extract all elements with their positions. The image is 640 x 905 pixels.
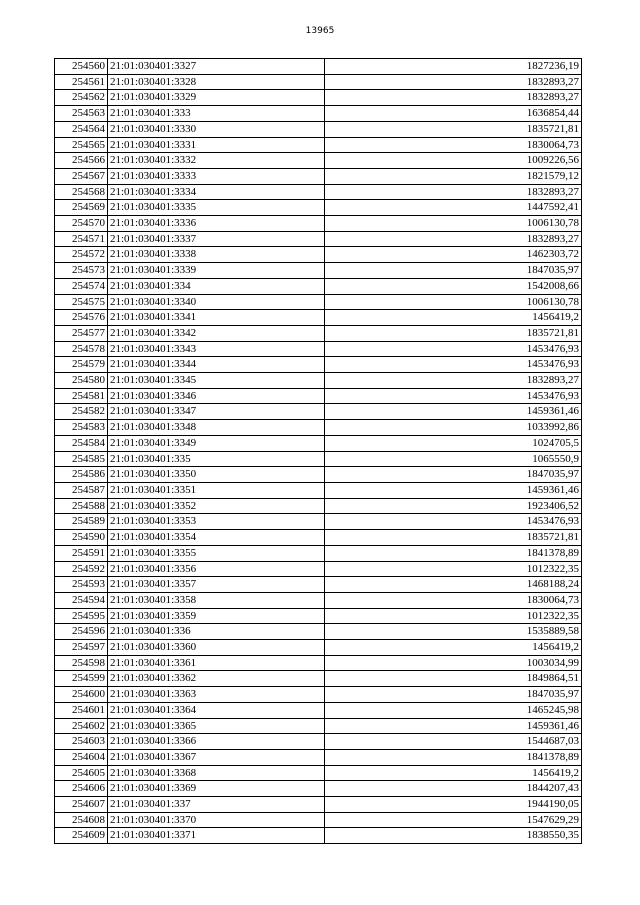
table-row (55, 294, 582, 310)
table-row (55, 828, 582, 844)
table-row (55, 74, 582, 90)
row-number-cell: 254575 (55, 294, 108, 310)
cadastral-number-cell: 21:01:030401:3357 (108, 577, 325, 593)
registry-table-body (55, 59, 582, 844)
cadastral-value-cell: 1849864,51 (325, 671, 582, 687)
row-number-cell: 254604 (55, 749, 108, 765)
cadastral-number-cell: 21:01:030401:3334 (108, 184, 325, 200)
cadastral-value-cell: 1835721,81 (325, 325, 582, 341)
cadastral-number-cell: 21:01:030401:3364 (108, 702, 325, 718)
cadastral-number-cell: 21:01:030401:335 (108, 451, 325, 467)
row-number-cell: 254596 (55, 624, 108, 640)
cadastral-number-cell: 21:01:030401:3348 (108, 420, 325, 436)
cadastral-number-cell: 21:01:030401:3369 (108, 781, 325, 797)
table-row (55, 59, 582, 75)
row-number-cell: 254597 (55, 640, 108, 656)
cadastral-value-cell: 1547629,29 (325, 812, 582, 828)
row-number-cell: 254573 (55, 263, 108, 279)
cadastral-number-cell: 21:01:030401:3333 (108, 168, 325, 184)
row-number-cell: 254592 (55, 561, 108, 577)
cadastral-number-cell: 21:01:030401:3330 (108, 121, 325, 137)
table-row (55, 530, 582, 546)
cadastral-value-cell: 1841378,89 (325, 749, 582, 765)
row-number-cell: 254589 (55, 514, 108, 530)
cadastral-value-cell: 1636854,44 (325, 106, 582, 122)
cadastral-value-cell: 1844207,43 (325, 781, 582, 797)
table-row (55, 168, 582, 184)
table-row (55, 137, 582, 153)
cadastral-value-cell: 1544687,03 (325, 734, 582, 750)
cadastral-number-cell: 21:01:030401:334 (108, 278, 325, 294)
table-row (55, 373, 582, 389)
cadastral-number-cell: 21:01:030401:3371 (108, 828, 325, 844)
cadastral-value-cell: 1944190,05 (325, 797, 582, 813)
table-row (55, 514, 582, 530)
table-row (55, 640, 582, 656)
cadastral-number-cell: 21:01:030401:3355 (108, 545, 325, 561)
cadastral-value-cell: 1468188,24 (325, 577, 582, 593)
cadastral-number-cell: 21:01:030401:333 (108, 106, 325, 122)
cadastral-value-cell: 1832893,27 (325, 74, 582, 90)
table-row (55, 797, 582, 813)
table-row (55, 388, 582, 404)
table-row (55, 765, 582, 781)
cadastral-number-cell: 21:01:030401:3356 (108, 561, 325, 577)
row-number-cell: 254572 (55, 247, 108, 263)
cadastral-value-cell: 1453476,93 (325, 357, 582, 373)
table-row (55, 812, 582, 828)
table-row (55, 592, 582, 608)
cadastral-value-cell: 1009226,56 (325, 153, 582, 169)
table-row (55, 671, 582, 687)
cadastral-value-cell: 1835721,81 (325, 530, 582, 546)
cadastral-number-cell: 21:01:030401:3327 (108, 59, 325, 75)
cadastral-number-cell: 21:01:030401:3341 (108, 310, 325, 326)
table-row (55, 451, 582, 467)
cadastral-number-cell: 21:01:030401:3343 (108, 341, 325, 357)
cadastral-number-cell: 21:01:030401:3362 (108, 671, 325, 687)
cadastral-number-cell: 21:01:030401:3340 (108, 294, 325, 310)
row-number-cell: 254579 (55, 357, 108, 373)
cadastral-number-cell: 21:01:030401:3365 (108, 718, 325, 734)
table-row (55, 278, 582, 294)
row-number-cell: 254594 (55, 592, 108, 608)
table-row (55, 231, 582, 247)
cadastral-number-cell: 21:01:030401:3332 (108, 153, 325, 169)
row-number-cell: 254566 (55, 153, 108, 169)
cadastral-value-cell: 1459361,46 (325, 718, 582, 734)
cadastral-number-cell: 21:01:030401:3358 (108, 592, 325, 608)
cadastral-value-cell: 1830064,73 (325, 592, 582, 608)
row-number-cell: 254603 (55, 734, 108, 750)
cadastral-value-cell: 1024705,5 (325, 435, 582, 451)
row-number-cell: 254590 (55, 530, 108, 546)
row-number-cell: 254598 (55, 655, 108, 671)
row-number-cell: 254580 (55, 373, 108, 389)
cadastral-value-cell: 1832893,27 (325, 231, 582, 247)
cadastral-value-cell: 1459361,46 (325, 404, 582, 420)
row-number-cell: 254570 (55, 216, 108, 232)
cadastral-number-cell: 21:01:030401:3329 (108, 90, 325, 106)
cadastral-number-cell: 21:01:030401:3339 (108, 263, 325, 279)
row-number-cell: 254607 (55, 797, 108, 813)
cadastral-value-cell: 1847035,97 (325, 467, 582, 483)
cadastral-value-cell: 1838550,35 (325, 828, 582, 844)
table-row (55, 734, 582, 750)
row-number-cell: 254565 (55, 137, 108, 153)
registry-table (54, 58, 582, 844)
table-row (55, 702, 582, 718)
cadastral-value-cell: 1847035,97 (325, 263, 582, 279)
cadastral-value-cell: 1003034,99 (325, 655, 582, 671)
cadastral-number-cell: 21:01:030401:3370 (108, 812, 325, 828)
table-row (55, 482, 582, 498)
row-number-cell: 254585 (55, 451, 108, 467)
row-number-cell: 254606 (55, 781, 108, 797)
row-number-cell: 254561 (55, 74, 108, 90)
table-row (55, 435, 582, 451)
cadastral-number-cell: 21:01:030401:3363 (108, 687, 325, 703)
table-row (55, 655, 582, 671)
table-row (55, 498, 582, 514)
table-row (55, 153, 582, 169)
row-number-cell: 254562 (55, 90, 108, 106)
table-row (55, 404, 582, 420)
cadastral-value-cell: 1841378,89 (325, 545, 582, 561)
table-row (55, 200, 582, 216)
row-number-cell: 254602 (55, 718, 108, 734)
cadastral-value-cell: 1006130,78 (325, 216, 582, 232)
cadastral-value-cell: 1006130,78 (325, 294, 582, 310)
row-number-cell: 254571 (55, 231, 108, 247)
table-row (55, 545, 582, 561)
table-row (55, 687, 582, 703)
cadastral-value-cell: 1835721,81 (325, 121, 582, 137)
cadastral-value-cell: 1465245,98 (325, 702, 582, 718)
row-number-cell: 254586 (55, 467, 108, 483)
cadastral-number-cell: 21:01:030401:3359 (108, 608, 325, 624)
cadastral-value-cell: 1065550,9 (325, 451, 582, 467)
cadastral-number-cell: 21:01:030401:337 (108, 797, 325, 813)
row-number-cell: 254563 (55, 106, 108, 122)
table-row (55, 467, 582, 483)
cadastral-number-cell: 21:01:030401:3346 (108, 388, 325, 404)
cadastral-value-cell: 1453476,93 (325, 388, 582, 404)
row-number-cell: 254584 (55, 435, 108, 451)
cadastral-number-cell: 21:01:030401:3347 (108, 404, 325, 420)
cadastral-value-cell: 1827236,19 (325, 59, 582, 75)
row-number-cell: 254595 (55, 608, 108, 624)
cadastral-number-cell: 21:01:030401:3336 (108, 216, 325, 232)
table-row (55, 420, 582, 436)
cadastral-number-cell: 21:01:030401:3360 (108, 640, 325, 656)
cadastral-value-cell: 1535889,58 (325, 624, 582, 640)
cadastral-value-cell: 1456419,2 (325, 310, 582, 326)
row-number-cell: 254608 (55, 812, 108, 828)
cadastral-value-cell: 1847035,97 (325, 687, 582, 703)
cadastral-value-cell: 1821579,12 (325, 168, 582, 184)
table-row (55, 90, 582, 106)
cadastral-value-cell: 1832893,27 (325, 184, 582, 200)
row-number-cell: 254568 (55, 184, 108, 200)
row-number-cell: 254588 (55, 498, 108, 514)
table-row (55, 577, 582, 593)
row-number-cell: 254593 (55, 577, 108, 593)
row-number-cell: 254583 (55, 420, 108, 436)
cadastral-number-cell: 21:01:030401:3335 (108, 200, 325, 216)
table-row (55, 121, 582, 137)
table-row (55, 357, 582, 373)
cadastral-value-cell: 1459361,46 (325, 482, 582, 498)
row-number-cell: 254577 (55, 325, 108, 341)
cadastral-number-cell: 21:01:030401:3352 (108, 498, 325, 514)
cadastral-number-cell: 21:01:030401:3367 (108, 749, 325, 765)
table-row (55, 106, 582, 122)
cadastral-number-cell: 21:01:030401:3349 (108, 435, 325, 451)
row-number-cell: 254601 (55, 702, 108, 718)
cadastral-number-cell: 21:01:030401:3337 (108, 231, 325, 247)
row-number-cell: 254567 (55, 168, 108, 184)
table-row (55, 216, 582, 232)
cadastral-value-cell: 1462303,72 (325, 247, 582, 263)
cadastral-value-cell: 1456419,2 (325, 640, 582, 656)
table-row (55, 310, 582, 326)
cadastral-value-cell: 1923406,52 (325, 498, 582, 514)
row-number-cell: 254582 (55, 404, 108, 420)
cadastral-value-cell: 1542008,66 (325, 278, 582, 294)
cadastral-number-cell: 21:01:030401:3353 (108, 514, 325, 530)
row-number-cell: 254576 (55, 310, 108, 326)
cadastral-number-cell: 21:01:030401:3350 (108, 467, 325, 483)
table-row (55, 718, 582, 734)
cadastral-value-cell: 1453476,93 (325, 341, 582, 357)
row-number-cell: 254599 (55, 671, 108, 687)
table-row (55, 247, 582, 263)
cadastral-value-cell: 1447592,41 (325, 200, 582, 216)
row-number-cell: 254564 (55, 121, 108, 137)
cadastral-number-cell: 21:01:030401:3344 (108, 357, 325, 373)
row-number-cell: 254609 (55, 828, 108, 844)
row-number-cell: 254574 (55, 278, 108, 294)
cadastral-number-cell: 21:01:030401:336 (108, 624, 325, 640)
page-number: 13965 (305, 26, 335, 36)
table-row (55, 184, 582, 200)
row-number-cell: 254569 (55, 200, 108, 216)
row-number-cell: 254581 (55, 388, 108, 404)
row-number-cell: 254605 (55, 765, 108, 781)
table-row (55, 624, 582, 640)
cadastral-value-cell: 1012322,35 (325, 561, 582, 577)
row-number-cell: 254587 (55, 482, 108, 498)
cadastral-number-cell: 21:01:030401:3361 (108, 655, 325, 671)
cadastral-number-cell: 21:01:030401:3351 (108, 482, 325, 498)
table-row (55, 781, 582, 797)
cadastral-value-cell: 1830064,73 (325, 137, 582, 153)
cadastral-number-cell: 21:01:030401:3345 (108, 373, 325, 389)
cadastral-value-cell: 1012322,35 (325, 608, 582, 624)
cadastral-number-cell: 21:01:030401:3354 (108, 530, 325, 546)
row-number-cell: 254578 (55, 341, 108, 357)
cadastral-number-cell: 21:01:030401:3328 (108, 74, 325, 90)
cadastral-value-cell: 1033992,86 (325, 420, 582, 436)
cadastral-value-cell: 1832893,27 (325, 90, 582, 106)
table-row (55, 325, 582, 341)
row-number-cell: 254591 (55, 545, 108, 561)
table-row (55, 561, 582, 577)
table-row (55, 263, 582, 279)
cadastral-number-cell: 21:01:030401:3338 (108, 247, 325, 263)
cadastral-number-cell: 21:01:030401:3368 (108, 765, 325, 781)
table-row (55, 341, 582, 357)
cadastral-value-cell: 1832893,27 (325, 373, 582, 389)
row-number-cell: 254600 (55, 687, 108, 703)
table-row (55, 749, 582, 765)
row-number-cell: 254560 (55, 59, 108, 75)
cadastral-value-cell: 1453476,93 (325, 514, 582, 530)
cadastral-value-cell: 1456419,2 (325, 765, 582, 781)
cadastral-number-cell: 21:01:030401:3331 (108, 137, 325, 153)
cadastral-number-cell: 21:01:030401:3342 (108, 325, 325, 341)
table-row (55, 608, 582, 624)
cadastral-number-cell: 21:01:030401:3366 (108, 734, 325, 750)
